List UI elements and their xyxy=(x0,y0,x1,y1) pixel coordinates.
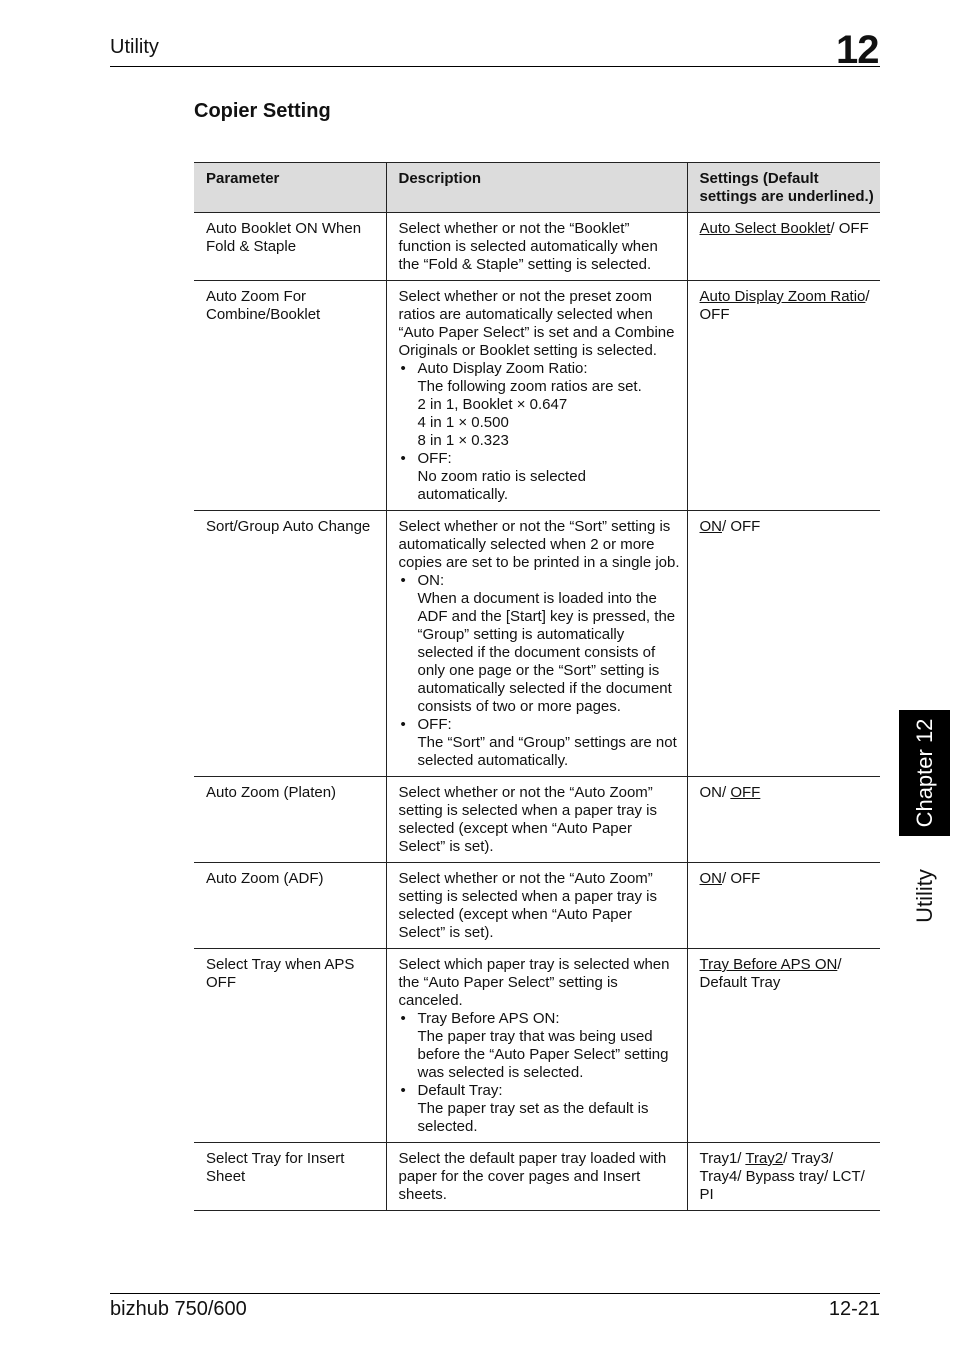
option-list xyxy=(399,1010,681,1136)
other-settings: / OFF xyxy=(699,288,870,323)
section-tab-label: Utility xyxy=(911,869,937,923)
option-list xyxy=(399,360,681,504)
option-item xyxy=(399,572,681,716)
section-title: Copier Setting xyxy=(194,100,331,122)
table-row xyxy=(194,511,880,777)
other-settings: / Tray3/ Tray4/ Bypass tray/ LCT/ PI xyxy=(699,1150,865,1203)
settings-cell xyxy=(687,863,880,949)
description-text: Select the default paper tray loaded with paper for the cover pages and Insert sheets. xyxy=(398,1150,667,1203)
settings-cell xyxy=(687,281,880,511)
description-cell xyxy=(386,1143,687,1211)
default-setting: ON xyxy=(699,870,722,887)
settings-cell xyxy=(687,949,880,1143)
option-list xyxy=(399,572,681,770)
header-description: Description xyxy=(386,163,687,213)
table-row xyxy=(194,777,880,863)
option-item xyxy=(399,716,681,770)
default-setting: Auto Display Zoom Ratio xyxy=(699,288,866,305)
option-item xyxy=(399,1010,681,1082)
parameter-cell: Auto Booklet ON When Fold & Staple xyxy=(194,213,386,281)
settings-cell xyxy=(687,1143,880,1211)
table-row xyxy=(194,213,880,281)
option-detail: The “Sort” and “Group” settings are not selected automatically. xyxy=(417,734,677,769)
option-detail: 4 in 1 × 0.500 xyxy=(417,414,509,431)
description-text: Select whether or not the “Auto Zoom” setting is selected when a paper tray is selected (except when “Auto Paper Select” is set). xyxy=(398,784,657,855)
description-cell xyxy=(386,511,687,777)
description-text: Select whether or not the preset zoom ratios are automatically selected when “Auto Paper Select” is set and a Combine Originals or Booklet setting is selected. xyxy=(398,288,675,359)
option-label: • Auto Display Zoom Ratio: xyxy=(417,360,588,377)
description-cell xyxy=(386,863,687,949)
parameter-cell: Auto Zoom For Combine/Booklet xyxy=(194,281,386,511)
default-setting: ON xyxy=(699,518,722,535)
table-row xyxy=(194,863,880,949)
option-label: • OFF: xyxy=(417,450,452,467)
option-label: • Tray Before APS ON: xyxy=(417,1010,560,1027)
description-cell xyxy=(386,281,687,511)
header-title: Utility xyxy=(110,36,159,58)
settings-cell xyxy=(687,213,880,281)
chapter-number: 12 xyxy=(836,28,879,72)
option-item xyxy=(399,450,681,504)
table-header-row xyxy=(194,163,880,213)
other-settings: / OFF xyxy=(830,220,869,237)
settings-cell xyxy=(687,777,880,863)
parameter-cell: Auto Zoom (Platen) xyxy=(194,777,386,863)
option-detail: When a document is loaded into the ADF and the [Start] key is pressed, the “Group” setting is automatically selected if the document consists of only one page or the “Sort” setting is automatically selected if the document consists of two or more pages. xyxy=(417,590,676,715)
option-item xyxy=(399,360,681,450)
option-detail: The paper tray set as the default is selected. xyxy=(417,1100,649,1135)
option-detail: No zoom ratio is selected automatically. xyxy=(417,468,586,503)
footer-page-number: 12-21 xyxy=(828,1298,880,1320)
parameter-cell: Auto Zoom (ADF) xyxy=(194,863,386,949)
table-row xyxy=(194,1143,880,1211)
default-setting: Tray Before APS ON xyxy=(699,956,838,973)
other-settings: Tray1/ xyxy=(699,1150,746,1167)
parameter-cell: Sort/Group Auto Change xyxy=(194,511,386,777)
option-detail: 8 in 1 × 0.323 xyxy=(417,432,509,449)
option-item xyxy=(399,1082,681,1136)
description-cell xyxy=(386,213,687,281)
option-detail: 2 in 1, Booklet × 0.647 xyxy=(417,396,568,413)
other-settings: / OFF xyxy=(722,518,761,535)
chapter-side-tab xyxy=(899,710,950,836)
settings-cell xyxy=(687,511,880,777)
header-settings: Settings (Default settings are underlined.) xyxy=(687,163,880,213)
table-row xyxy=(194,281,880,511)
chapter-tab-label: Chapter 12 xyxy=(911,718,937,828)
other-settings: / OFF xyxy=(722,870,761,887)
footer-model: bizhub 750/600 xyxy=(110,1298,247,1320)
default-setting: OFF xyxy=(730,784,761,801)
option-label: • ON: xyxy=(417,572,445,589)
description-cell xyxy=(386,949,687,1143)
header-parameter: Parameter xyxy=(194,163,386,213)
copier-setting-table xyxy=(194,162,880,1211)
other-settings: / Default Tray xyxy=(699,956,842,991)
header-rule xyxy=(110,66,880,67)
table-row xyxy=(194,949,880,1143)
parameter-cell: Select Tray for Insert Sheet xyxy=(194,1143,386,1211)
other-settings: ON/ xyxy=(699,784,731,801)
description-text: Select whether or not the “Auto Zoom” setting is selected when a paper tray is selected (except when “Auto Paper Select” is set). xyxy=(398,870,657,941)
parameter-cell: Select Tray when APS OFF xyxy=(194,949,386,1143)
option-detail: The following zoom ratios are set. xyxy=(417,378,642,395)
option-detail: The paper tray that was being used before the “Auto Paper Select” setting was selected is selected. xyxy=(417,1028,669,1081)
description-text: Select which paper tray is selected when the “Auto Paper Select” setting is canceled. xyxy=(398,956,670,1009)
option-label: • OFF: xyxy=(417,716,452,733)
default-setting: Auto Select Booklet xyxy=(699,220,831,237)
description-text: Select whether or not the “Booklet” function is selected automatically when the “Fold & Staple” setting is selected. xyxy=(398,220,658,273)
footer-rule xyxy=(110,1293,880,1294)
option-label: • Default Tray: xyxy=(417,1082,503,1099)
section-side-label xyxy=(899,846,950,946)
description-text: Select whether or not the “Sort” setting is automatically selected when 2 or more copies are set to be printed in a single job. xyxy=(398,518,680,571)
description-cell xyxy=(386,777,687,863)
default-setting: Tray2 xyxy=(745,1150,784,1167)
